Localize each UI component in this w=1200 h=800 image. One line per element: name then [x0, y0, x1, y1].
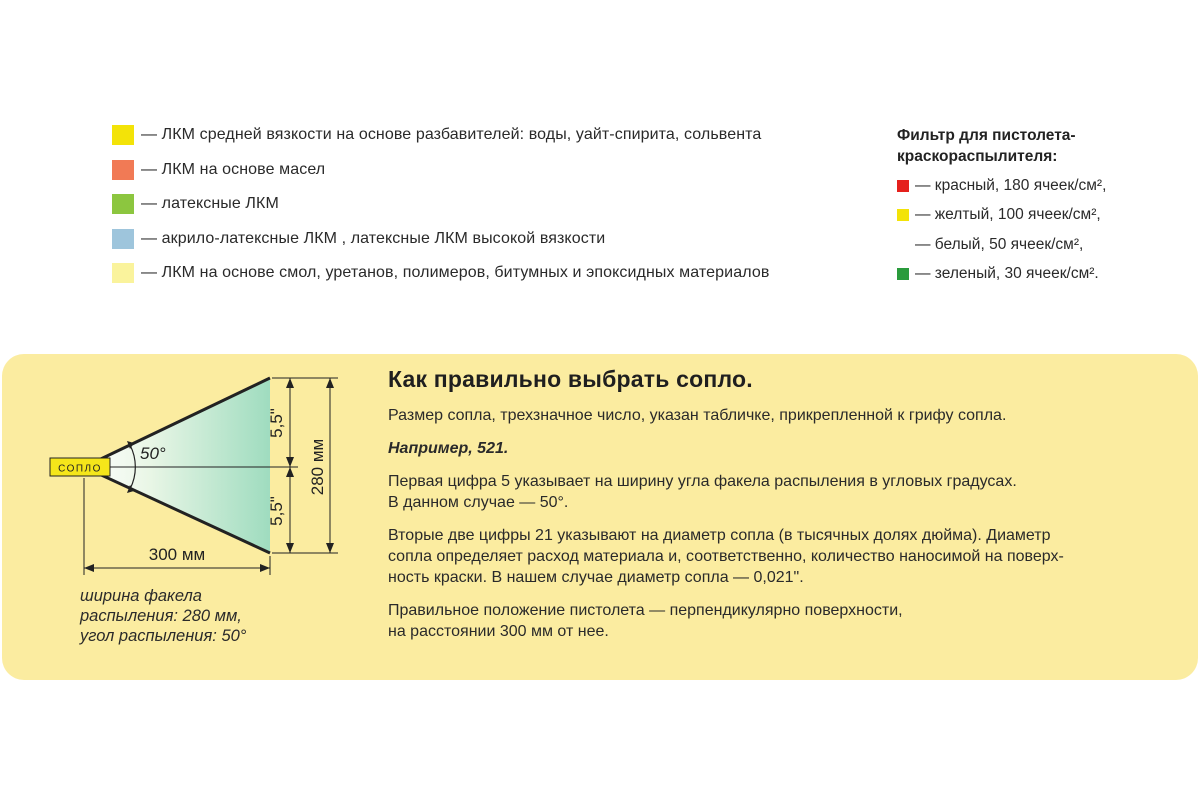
info-title: Как правильно выбрать сопло. — [388, 366, 753, 392]
half-width-bottom-label: 5,5" — [267, 496, 286, 526]
dimension-arrow — [286, 378, 294, 388]
info-line: сопла определяет расход материала и, соответственно, количество наносимой на поверх- — [388, 548, 1064, 565]
filter-title-line1: Фильтр для пистолета- — [897, 127, 1076, 144]
legend-item-label: — ЛКМ на основе смол, уретанов, полимеров, битумных и эпоксидных материалов — [141, 264, 770, 282]
legend-item-label: — акрило-латексные ЛКМ , латексные ЛКМ высокой вязкости — [141, 229, 606, 247]
half-width-top-label: 5,5" — [267, 408, 286, 438]
legend-item-label: — ЛКМ на основе масел — [141, 160, 326, 178]
dimension-arrow — [286, 457, 294, 467]
info-line: Первая цифра 5 указывает на ширину угла факела распыления в угловых градусах. — [388, 473, 1017, 490]
info-line: В данном случае — 50°. — [388, 494, 569, 511]
diagram-caption — [80, 586, 246, 646]
nozzle-info-text — [388, 366, 1168, 654]
info-line: Правильное положение пистолета — перпендикулярно поверхности, — [388, 602, 903, 619]
legend-item-label: — латексные ЛКМ — [141, 195, 279, 213]
distance-label: 300 мм — [148, 545, 206, 564]
filter-item-label: — зеленый, 30 ячеек/см². — [915, 265, 1099, 283]
dimension-arrow — [84, 564, 94, 572]
info-paragraph — [388, 525, 1168, 588]
dimension-arrow — [286, 467, 294, 477]
info-line: на расстоянии 300 мм от нее. — [388, 623, 609, 640]
angle-label: 50° — [140, 444, 166, 463]
filter-item-label: — желтый, 100 ячеек/см², — [915, 206, 1101, 224]
info-line: Вторые две цифры 21 указывают на диаметр сопла (в тысячных долях дюйма). Диаметр — [388, 527, 1051, 544]
filter-item-label: — красный, 180 ячеек/см², — [915, 176, 1107, 194]
caption-line: угол распыления: 50° — [80, 627, 247, 645]
dimension-arrow — [326, 543, 334, 553]
dimension-arrow — [326, 378, 334, 388]
spray-cone — [84, 378, 270, 553]
dimension-arrow — [260, 564, 270, 572]
filter-item-label: — белый, 50 ячеек/см², — [915, 235, 1084, 253]
info-paragraph — [388, 600, 1168, 642]
info-paragraph — [388, 471, 1168, 513]
info-example: Например, 521. — [388, 440, 509, 457]
caption-line: распыления: 280 мм, — [80, 607, 242, 625]
info-line: ность краски. В нашем случае диаметр сопла — 0,021". — [388, 569, 804, 586]
filter-title-line2: краскораспылителя: — [897, 148, 1058, 165]
dimension-arrow — [286, 543, 294, 553]
nozzle-label: СОПЛО — [58, 463, 102, 475]
spray-width-label: 280 мм — [308, 438, 327, 496]
legend-item-label: — ЛКМ средней вязкости на основе разбавителей: воды, уайт-спирита, сольвента — [141, 126, 762, 144]
info-paragraph: Размер сопла, трехзначное число, указан табличке, прикрепленной к грифу сопла. — [388, 407, 1007, 424]
caption-line: ширина факела — [80, 587, 202, 605]
